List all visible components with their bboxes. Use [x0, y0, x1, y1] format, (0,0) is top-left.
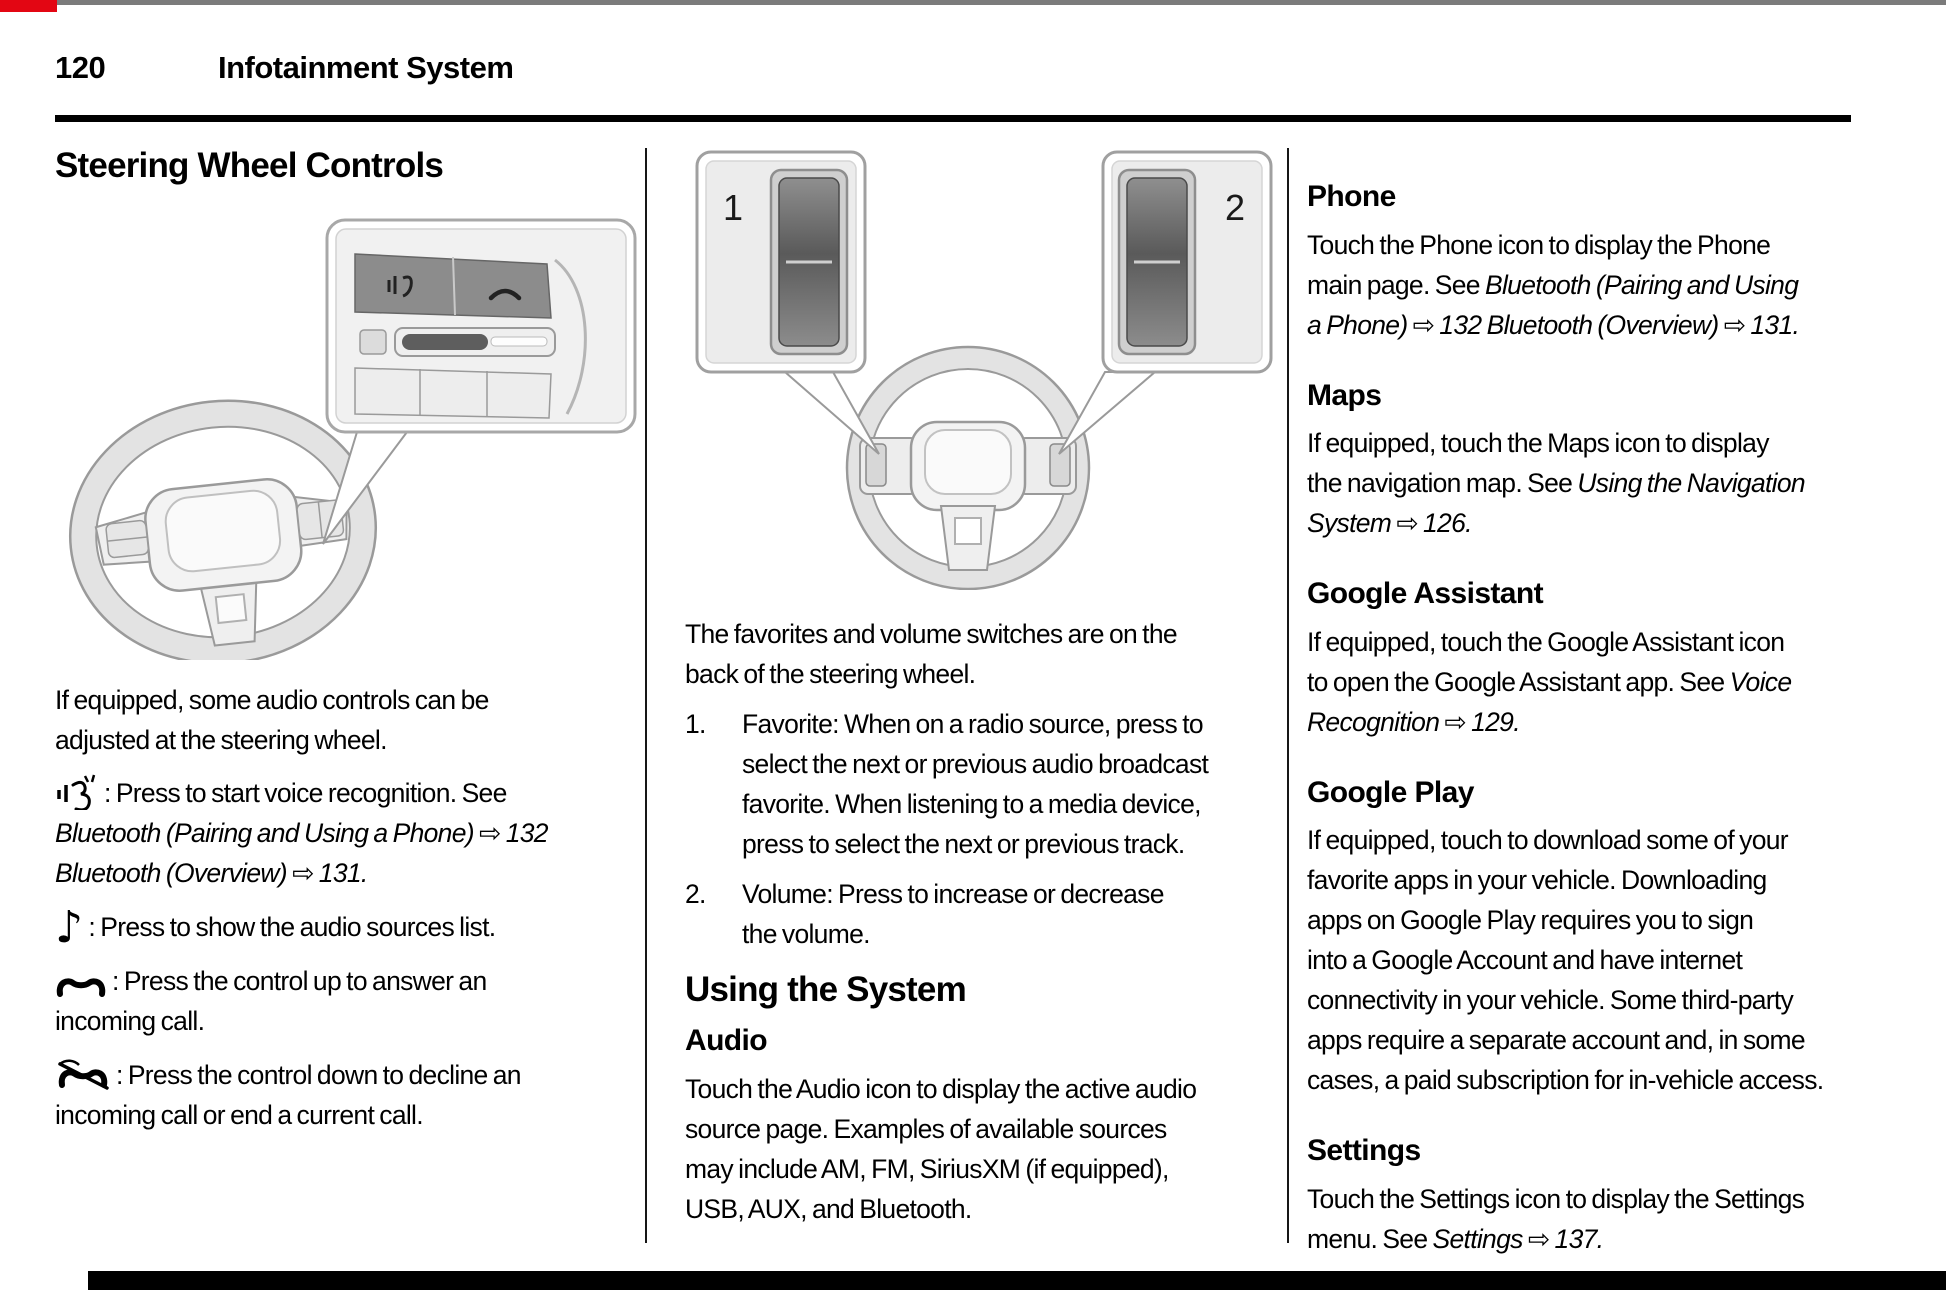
control-item-audio-sources: ♪ : Press to show the audio sources list.: [55, 902, 496, 954]
back-switches-figure: [685, 146, 1283, 590]
decline-call-icon: [55, 1058, 111, 1092]
app-section-paragraph: If equipped, touch the Maps icon to display the navigation map. See Using the Navigation System ⇨ 126.: [1307, 428, 1805, 538]
app-section-paragraph: If equipped, touch to download some of your favorite apps in your vehicle. Downloading apps on Google Play requires you to sign into a Google Account and have internet connectivity in your vehicle. Some third-party apps require a separate account and, in some cases, a paid subscription for in-vehicle access.: [1307, 825, 1824, 1095]
list-number: 1.: [685, 709, 706, 739]
control-item-text: : Press to start voice recognition. See Bluetooth (Pairing and Using a Phone) ⇨ 132 Bluetooth (Overview) ⇨ 131.: [55, 778, 548, 889]
figure-callout-2-label: 2: [1225, 187, 1246, 228]
voice-recognition-icon: [55, 772, 99, 810]
page-number: 120: [55, 50, 106, 85]
app-section-paragraph: Touch the Phone icon to display the Phone main page. See Bluetooth (Pairing and Using a Phone) ⇨ 132 Bluetooth (Overview) ⇨ 131.: [1307, 229, 1800, 340]
section-heading-using-the-system: Using the System: [685, 970, 966, 1009]
answer-call-icon: [55, 972, 107, 998]
intro-paragraph: If equipped, some audio controls can be adjusted at the steering wheel.: [55, 685, 489, 756]
volume-slider-glyph: [402, 334, 488, 350]
steering-wheel-front-illustration: [847, 347, 1089, 589]
app-section: [1307, 180, 1855, 345]
list-item-volume: [685, 874, 1283, 954]
app-section-heading-google-play: Google Play: [1307, 775, 1474, 809]
app-section-heading-phone: Phone: [1307, 180, 1396, 213]
column-steering-wheel-controls: [55, 146, 643, 1135]
app-section: [1307, 379, 1855, 544]
app-section-heading-maps: Maps: [1307, 378, 1382, 412]
column-app-sections: [1307, 146, 1855, 1259]
control-item-text: : Press to show the audio sources list.: [88, 912, 496, 943]
app-section-paragraph: Touch the Settings icon to display the Settings menu. See Settings ⇨ 137.: [1307, 1183, 1805, 1254]
figure-callout-1-label: 1: [723, 187, 744, 228]
control-item-decline-call: [55, 1055, 643, 1135]
chapter-title: Infotainment System: [218, 50, 514, 85]
audio-paragraph: Touch the Audio icon to display the active audio source page. Examples of available sources may include AM, FM, SiriusXM (if equipped), USB, AUX, and Bluetooth.: [685, 1073, 1197, 1224]
subsection-heading-audio: Audio: [685, 1024, 767, 1058]
app-section-paragraph: If equipped, touch the Google Assistant icon to open the Google Assistant app. See Voice Recognition ⇨ 129.: [1307, 626, 1792, 737]
list-item-text: Volume: Press to increase or decrease the volume.: [742, 879, 1164, 949]
section-heading-steering-wheel-controls: Steering Wheel Controls: [55, 146, 444, 185]
control-item-text: : Press the control up to answer an incoming call.: [55, 966, 487, 1037]
top-edge-line: [0, 0, 1946, 5]
app-section: [1307, 1134, 1855, 1259]
back-switches-illustration: [685, 146, 1283, 590]
control-item-answer-call: [55, 961, 643, 1041]
volume-switch-callout: [1103, 152, 1271, 372]
steering-wheel-figure: [55, 202, 643, 660]
favorite-switch-callout: [697, 152, 865, 372]
app-section-heading-settings: Settings: [1307, 1134, 1421, 1167]
steering-wheel-illustration: [55, 202, 643, 660]
column-divider-1: [645, 148, 647, 1243]
column-switches-and-system: [685, 146, 1283, 1229]
footer-bar: [88, 1271, 1946, 1290]
column-divider-2: [1287, 148, 1289, 1243]
header-rule: [55, 115, 1851, 122]
list-number: 2.: [685, 879, 706, 909]
app-section: [1307, 776, 1855, 1101]
switches-intro-paragraph: The favorites and volume switches are on the back of the steering wheel.: [685, 619, 1177, 689]
list-item-favorite: [685, 704, 1283, 864]
control-item-voice-recognition: [55, 772, 643, 893]
list-item-text: Favorite: When on a radio source, press to select the next or previous audio broadcast favorite. When listening to a media device, press to select the next or previous track.: [742, 709, 1209, 859]
corner-mark: [0, 0, 57, 12]
control-item-text: : Press the control down to decline an incoming call or end a current call.: [55, 1060, 521, 1131]
app-section: [1307, 577, 1855, 742]
inset-callout-box: [327, 220, 635, 432]
favorites-button-glyph: [360, 330, 386, 354]
app-section-heading-google-assistant: Google Assistant: [1307, 577, 1543, 610]
